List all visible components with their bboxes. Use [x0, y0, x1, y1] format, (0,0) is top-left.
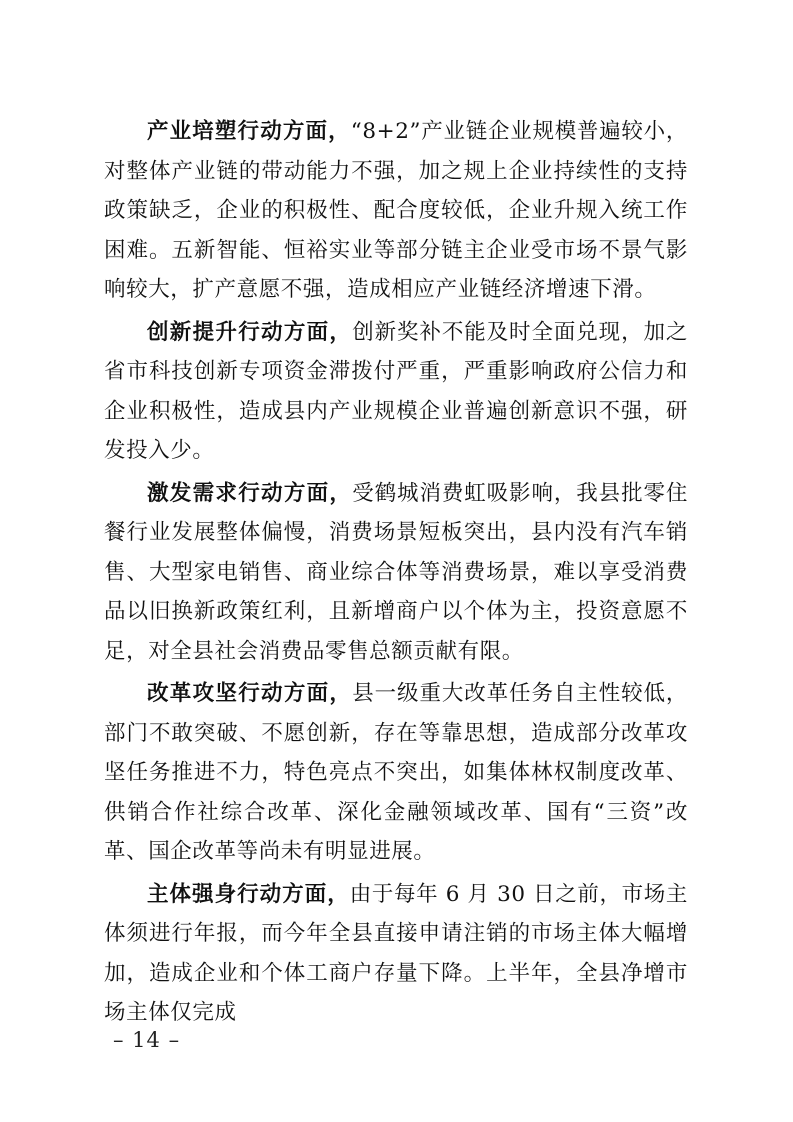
paragraph-innovation	[104, 313, 688, 471]
paragraph-heading: 激发需求行动方面，	[147, 480, 353, 506]
paragraph-text: 受鹤城消费虹吸影响，我县批零住餐行业发展整体偏慢，消费场景短板突出，县内没有汽车销售、大型家电销售、商业综合体等消费场景，难以享受消费品以旧换新政策红利，且新增商户以个体为主，投资意愿不足，对全县社会消费品零售总额贡献有限。	[104, 480, 688, 664]
paragraph-market-entities	[104, 875, 688, 1033]
paragraph-text: 由于每年 6 月 30 日之前，市场主体须进行年报，而今年全县直接申请注销的市场主体大幅增加，造成企业和个体工商户存量下降。上半年，全县净增市场主体仅完成	[104, 881, 688, 1025]
paragraph-heading: 产业培塑行动方面，	[147, 119, 351, 144]
document-body	[104, 112, 688, 1036]
paragraph-text: “8+2”产业链企业规模普遍较小，对整体产业链的带动能力不强，加之规上企业持续性的支持政策缺乏，企业的积极性、配合度较低，企业升规入统工作困难。五新智能、恒裕实业等部分链主企业受市场不景气影响较大，扩产意愿不强，造成相应产业链经济增速下滑。	[104, 119, 688, 302]
paragraph-heading: 创新提升行动方面，	[147, 319, 353, 345]
paragraph-heading: 改革攻坚行动方面，	[147, 681, 353, 706]
paragraph-demand	[104, 474, 688, 672]
page-number: – 14 –	[113, 1028, 181, 1052]
paragraph-text: 县一级重大改革任务自主性较低，部门不敢突破、不愿创新，存在等靠思想，造成部分改革攻坚任务推进不力，特色亮点不突出，如集体林权制度改革、供销合作社综合改革、深化金融领域改革、国有“三资”改革、国企改革等尚未有明显进展。	[104, 681, 688, 864]
paragraph-reform	[104, 674, 688, 872]
paragraph-text: 创新奖补不能及时全面兑现，加之省市科技创新专项资金滞拨付严重，严重影响政府公信力和企业积极性，造成县内产业规模企业普遍创新意识不强，研发投入少。	[104, 319, 688, 463]
paragraph-industry-cultivation	[104, 112, 688, 310]
paragraph-heading: 主体强身行动方面，	[147, 881, 350, 907]
